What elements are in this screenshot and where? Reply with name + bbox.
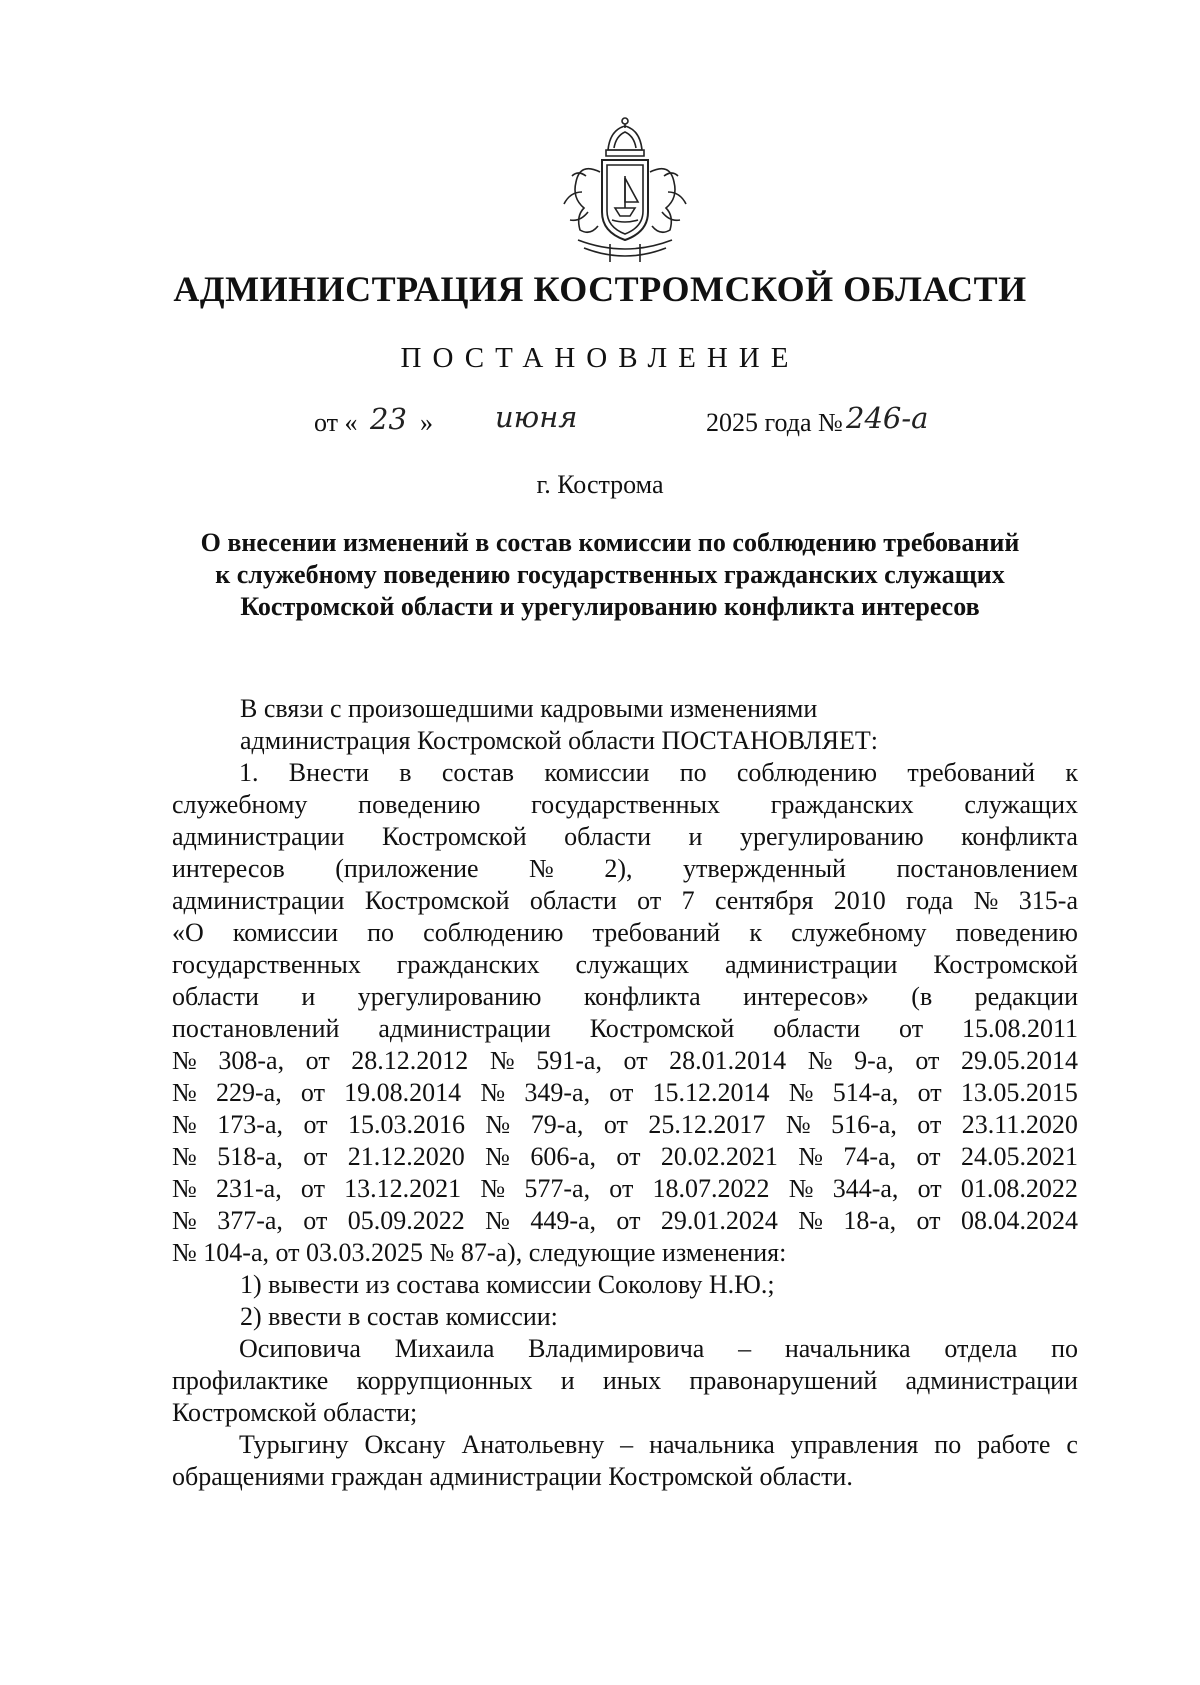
body-word: коррупционных <box>356 1366 533 1395</box>
body-word: от <box>300 1174 325 1203</box>
body-word: Осиповича <box>239 1334 361 1363</box>
body-word: от <box>917 1174 942 1203</box>
body-word: интересов <box>172 854 285 883</box>
body-word: к <box>749 918 762 947</box>
body-word: области <box>172 982 259 1011</box>
date-prefix: от « <box>314 408 358 437</box>
body-word: поведению <box>358 790 481 819</box>
body-word: 315-а <box>1018 886 1078 915</box>
body-word: служащих <box>575 950 690 979</box>
body-word: в <box>399 758 412 787</box>
body-word: 29.05.2014 <box>961 1046 1078 1075</box>
body-word: от <box>623 1046 648 1075</box>
body-word: Михаила <box>394 1334 495 1363</box>
body-word: (приложение <box>335 854 479 883</box>
body-word: 229-а, <box>216 1078 282 1107</box>
body-word: Анатольевну <box>461 1430 605 1459</box>
title-line: к служебному поведению государственных гражданских служащих <box>215 560 1005 589</box>
body-word: – <box>620 1430 634 1459</box>
body-word: «О <box>172 918 204 947</box>
body-word: № <box>172 1078 197 1107</box>
body-line <box>172 1045 1078 1077</box>
body-word: 08.04.2024 <box>960 1206 1078 1235</box>
body-word: государственных <box>172 950 361 979</box>
body-word: администрации <box>725 950 898 979</box>
body-word: иных <box>602 1366 662 1395</box>
body-word: № <box>172 1046 197 1075</box>
coat-of-arms-emblem <box>550 112 700 270</box>
body-word: 28.12.2012 <box>351 1046 469 1075</box>
body-word: № <box>529 854 554 883</box>
body-line <box>172 1173 1078 1205</box>
body-word: соблюдению <box>736 758 878 787</box>
body-word: Костромской <box>364 886 510 915</box>
body-word: № <box>485 1206 510 1235</box>
body-word: (в <box>911 982 933 1011</box>
title-line: О внесении изменений в состав комиссии по соблюдению требований <box>200 528 1020 557</box>
body-word: 518-а, <box>217 1142 283 1171</box>
body-line <box>172 1333 1078 1365</box>
body-word: интересов» <box>743 982 869 1011</box>
body-word: 173-а, <box>217 1110 283 1139</box>
body-word: 7 <box>681 886 695 915</box>
document-number-handwritten: 246-а <box>846 401 929 435</box>
body-word: от <box>300 1078 325 1107</box>
body-word: от <box>303 1110 328 1139</box>
body-word: от <box>305 1046 330 1075</box>
body-word: администрации <box>172 886 345 915</box>
body-word: гражданских <box>396 950 540 979</box>
body-word: от <box>916 1142 941 1171</box>
body-word: 24.05.2021 <box>960 1142 1078 1171</box>
body-line <box>172 853 1078 885</box>
body-line: № 104-а, от 03.03.2025 № 87-а), следующие изменения: <box>172 1238 787 1267</box>
body-word: 18.07.2022 <box>652 1174 770 1203</box>
body-word: урегулированию <box>739 822 924 851</box>
body-word: 349-а, <box>524 1078 591 1107</box>
document-body <box>172 693 1078 1493</box>
body-word: № <box>807 1046 833 1075</box>
document-title <box>150 527 1070 623</box>
body-word: 2), <box>604 854 633 883</box>
body-word: 13.12.2021 <box>344 1174 462 1203</box>
body-word: 9-а, <box>854 1046 894 1075</box>
body-line <box>172 821 1078 853</box>
body-word: по <box>1051 1334 1078 1363</box>
body-line <box>172 1429 1078 1461</box>
body-word: 74-а, <box>843 1142 897 1171</box>
body-word: 18-а, <box>843 1206 897 1235</box>
body-word: области <box>529 886 617 915</box>
body-word: 20.02.2021 <box>660 1142 778 1171</box>
body-word: редакции <box>974 982 1078 1011</box>
body-line <box>172 1365 1078 1397</box>
body-line <box>172 1077 1078 1109</box>
body-word: № <box>973 886 999 915</box>
body-word: с <box>1066 1430 1078 1459</box>
body-word: 29.01.2024 <box>660 1206 778 1235</box>
body-word: 15.12.2014 <box>652 1078 770 1107</box>
body-word: Оксану <box>364 1430 446 1459</box>
body-word: 15.03.2016 <box>347 1110 465 1139</box>
body-word: и <box>560 1366 575 1395</box>
body-line <box>172 1109 1078 1141</box>
body-word: от <box>899 1014 924 1043</box>
body-word: 344-а, <box>832 1174 899 1203</box>
body-line: Костромской области; <box>172 1398 418 1427</box>
body-word: № <box>485 1110 511 1139</box>
body-word: постановлений <box>172 1014 340 1043</box>
body-word: от <box>915 1046 940 1075</box>
body-word: Турыгину <box>239 1430 349 1459</box>
body-word: утвержденный <box>683 854 846 883</box>
document-type: ПОСТАНОВЛЕНИЕ <box>400 342 800 374</box>
body-word: области <box>773 1014 861 1043</box>
body-word: комиссии <box>544 758 650 787</box>
body-word: Внести <box>288 758 370 787</box>
body-word: № <box>172 1142 197 1171</box>
body-word: № <box>485 1142 510 1171</box>
body-word: по <box>934 1430 962 1459</box>
body-word: начальника <box>784 1334 911 1363</box>
body-word: 15.08.2011 <box>961 1014 1078 1043</box>
body-word: и <box>688 822 703 851</box>
body-word: от <box>609 1078 634 1107</box>
body-word: № <box>172 1174 197 1203</box>
body-word: № <box>788 1174 814 1203</box>
body-word: состав <box>441 758 515 787</box>
body-line <box>172 949 1078 981</box>
body-word: 23.11.2020 <box>961 1110 1078 1139</box>
body-word: 606-а, <box>530 1142 597 1171</box>
body-line: 2) ввести в состав комиссии: <box>240 1302 558 1331</box>
city: г. Кострома <box>536 470 664 499</box>
body-word: соблюдению <box>423 918 564 947</box>
body-word: требований <box>592 918 721 947</box>
body-word: служебному <box>172 790 308 819</box>
body-word: № <box>172 1206 197 1235</box>
body-word: от <box>917 1110 942 1139</box>
body-word: Костромской <box>589 1014 735 1043</box>
body-word: требований <box>907 758 1036 787</box>
body-word: области <box>564 822 652 851</box>
body-word: Костромской <box>933 950 1078 979</box>
body-word: служащих <box>964 790 1078 819</box>
body-word: от <box>616 1206 641 1235</box>
body-word: и <box>301 982 316 1011</box>
body-word: работе <box>977 1430 1051 1459</box>
body-word: администрации <box>905 1366 1078 1395</box>
date-line <box>0 400 1200 450</box>
body-word: от <box>916 1206 941 1235</box>
body-word: 05.09.2022 <box>347 1206 465 1235</box>
body-word: 28.01.2014 <box>669 1046 787 1075</box>
organization-name: АДМИНИСТРАЦИЯ КОСТРОМСКОЙ ОБЛАСТИ <box>173 269 1027 309</box>
body-word: гражданских <box>770 790 914 819</box>
body-line <box>172 885 1078 917</box>
body-word: конфликта <box>583 982 701 1011</box>
body-word: № <box>798 1206 824 1235</box>
body-word: от <box>917 1078 942 1107</box>
body-word: № <box>785 1110 811 1139</box>
body-word: Владимировича <box>528 1334 705 1363</box>
body-word: администрации <box>172 822 345 851</box>
date-day-handwritten: 23 <box>370 402 407 436</box>
body-word: № <box>480 1078 506 1107</box>
body-word: 2010 <box>833 886 886 915</box>
body-word: Костромской <box>381 822 527 851</box>
body-word: № <box>788 1078 814 1107</box>
body-word: от <box>303 1206 328 1235</box>
body-word: 514-а, <box>832 1078 899 1107</box>
body-word: 01.08.2022 <box>960 1174 1078 1203</box>
body-line: обращениями граждан администрации Костромской области. <box>172 1462 853 1491</box>
body-word: года <box>906 886 954 915</box>
body-word: постановлением <box>896 854 1078 883</box>
body-word: № <box>489 1046 515 1075</box>
date-close-quote: » <box>420 408 433 437</box>
body-word: служебному <box>791 918 927 947</box>
body-word: от <box>616 1142 641 1171</box>
body-word: к <box>1065 758 1078 787</box>
body-word: 21.12.2020 <box>347 1142 465 1171</box>
body-word: сентября <box>714 886 814 915</box>
body-word: конфликта <box>961 822 1078 851</box>
body-line: В связи с произошедшими кадровыми изменениями <box>240 694 818 723</box>
body-word: по <box>367 918 395 947</box>
body-word: от <box>609 1174 634 1203</box>
body-word: 449-а, <box>530 1206 597 1235</box>
body-word: правонарушений <box>689 1366 878 1395</box>
body-line <box>172 757 1078 789</box>
body-word: – <box>738 1334 752 1363</box>
body-word: отдела <box>944 1334 1018 1363</box>
body-word: профилактике <box>172 1366 329 1395</box>
body-word: № <box>172 1110 197 1139</box>
body-word: 25.12.2017 <box>648 1110 766 1139</box>
body-line <box>172 1141 1078 1173</box>
title-line: Костромской области и урегулированию конфликта интересов <box>240 592 980 621</box>
body-word: от <box>637 886 662 915</box>
body-word: начальника <box>649 1430 775 1459</box>
body-word: 231-а, <box>216 1174 282 1203</box>
body-line <box>172 1205 1078 1237</box>
body-line: 1) вывести из состава комиссии Соколову Н.Ю.; <box>240 1270 775 1299</box>
body-word: управления <box>790 1430 919 1459</box>
body-word: 1. <box>239 758 259 787</box>
body-line <box>172 789 1078 821</box>
body-line <box>172 981 1078 1013</box>
body-word: 516-а, <box>831 1110 897 1139</box>
body-word: по <box>679 758 707 787</box>
body-line <box>172 1013 1078 1045</box>
body-word: государственных <box>531 790 720 819</box>
date-year-text: 2025 года № <box>706 408 843 437</box>
body-word: 308-а, <box>218 1046 285 1075</box>
body-word: от <box>303 1142 328 1171</box>
body-word: 377-а, <box>217 1206 283 1235</box>
body-word: администрации <box>378 1014 551 1043</box>
body-word: поведению <box>955 918 1078 947</box>
body-word: № <box>798 1142 824 1171</box>
body-word: от <box>603 1110 628 1139</box>
body-word: 13.05.2015 <box>960 1078 1078 1107</box>
body-word: 577-а, <box>524 1174 591 1203</box>
body-word: 79-а, <box>530 1110 584 1139</box>
body-word: № <box>480 1174 506 1203</box>
body-word: комиссии <box>232 918 338 947</box>
body-line: администрация Костромской области ПОСТАНОВЛЯЕТ: <box>240 726 879 755</box>
body-word: 591-а, <box>536 1046 602 1075</box>
body-word: урегулированию <box>357 982 542 1011</box>
body-word: 19.08.2014 <box>344 1078 462 1107</box>
date-month-handwritten: июня <box>495 400 578 434</box>
body-line <box>172 917 1078 949</box>
